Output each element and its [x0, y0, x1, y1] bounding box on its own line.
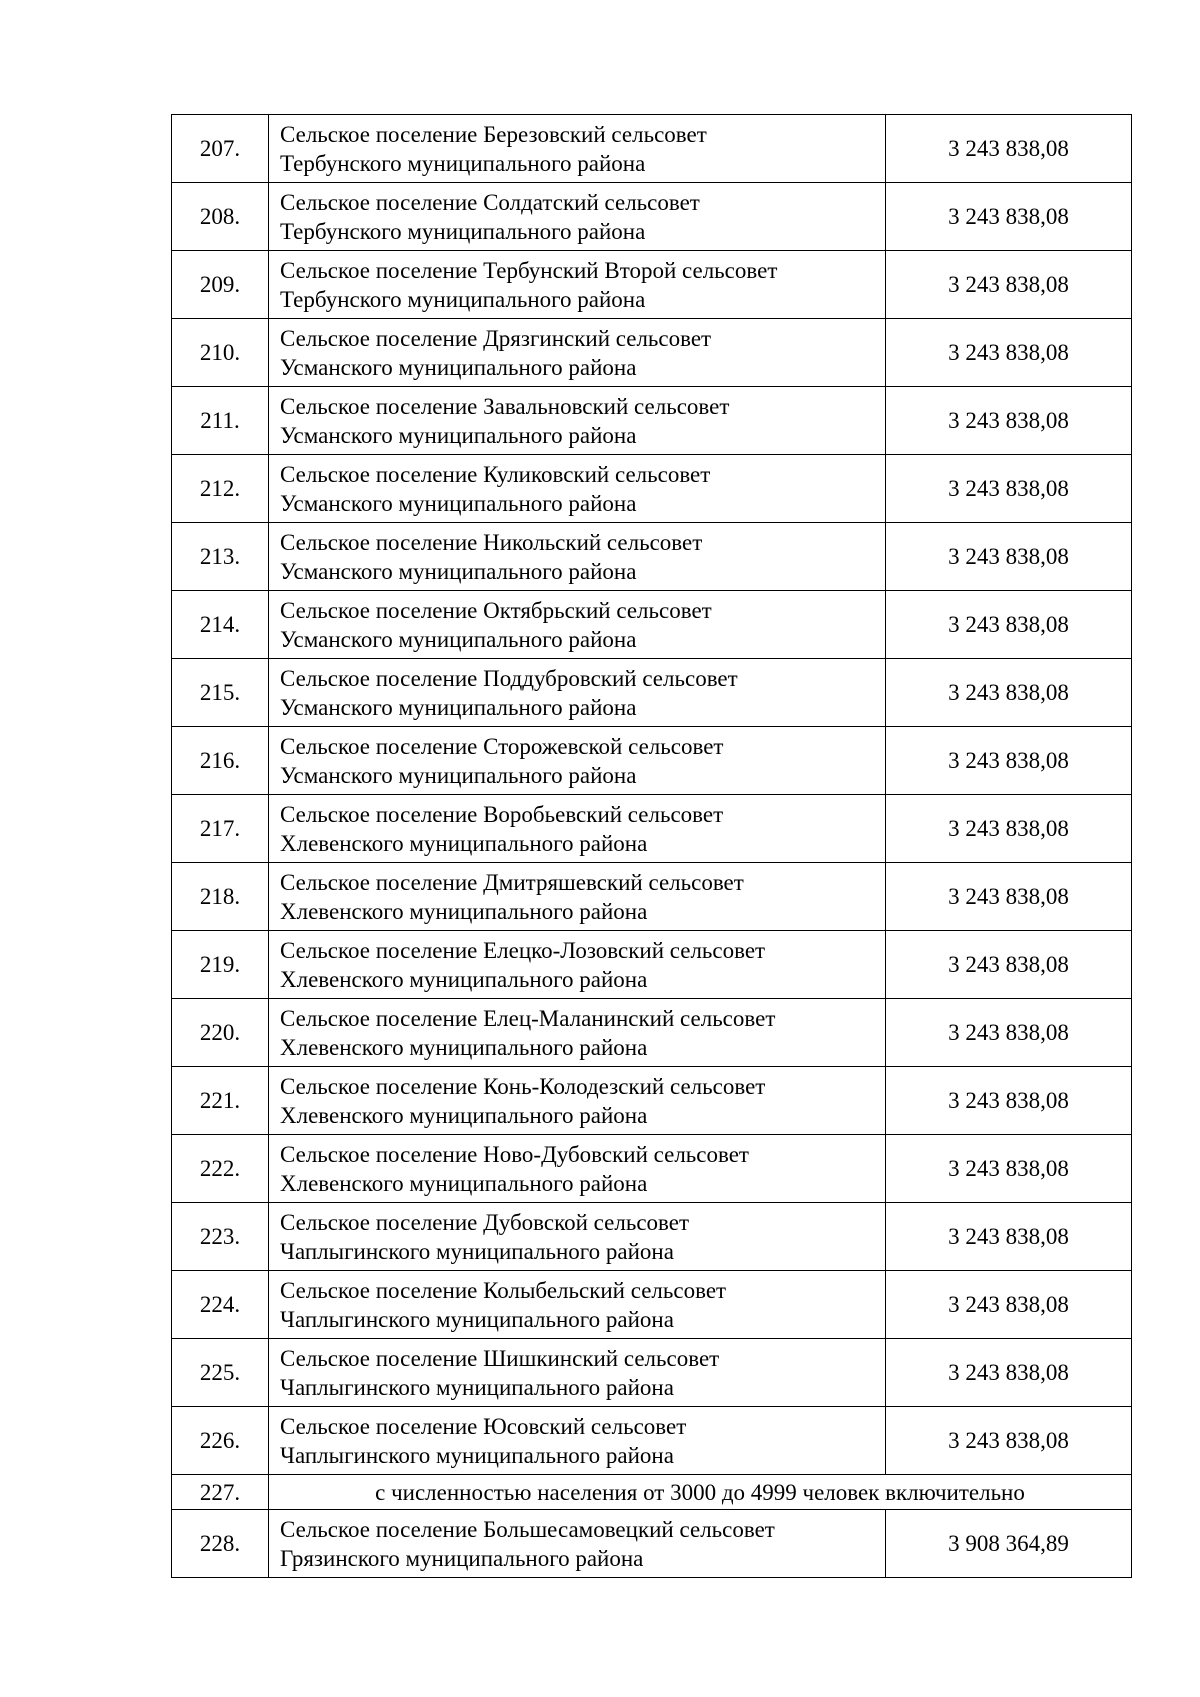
- settlement-name: [269, 115, 886, 183]
- settlement-name-line1: Сельское поселение Воробьевский сельсовет: [280, 801, 724, 827]
- row-amount: 3 243 838,08: [886, 1339, 1132, 1407]
- row-number: 219.: [172, 931, 269, 999]
- settlement-name-line2: Усманского муниципального района: [280, 762, 637, 788]
- settlement-name: [269, 1135, 886, 1203]
- table-row: [172, 1271, 1132, 1339]
- table-row: [172, 1135, 1132, 1203]
- row-number: 223.: [172, 1203, 269, 1271]
- row-amount: 3 908 364,89: [886, 1510, 1132, 1578]
- table-row: [172, 523, 1132, 591]
- row-number: 215.: [172, 659, 269, 727]
- row-number: 214.: [172, 591, 269, 659]
- settlement-name: [269, 727, 886, 795]
- settlement-name-line2: Чаплыгинского муниципального района: [280, 1442, 674, 1468]
- table-row: [172, 1407, 1132, 1475]
- settlement-name-line2: Чаплыгинского муниципального района: [280, 1238, 674, 1264]
- table-row: [172, 1067, 1132, 1135]
- settlement-name-line1: Сельское поселение Октябрьский сельсовет: [280, 597, 712, 623]
- table-body: [172, 115, 1132, 1578]
- row-number: 209.: [172, 251, 269, 319]
- settlement-name-line1: Сельское поселение Елец-Маланинский сельсовет: [280, 1005, 776, 1031]
- row-amount: 3 243 838,08: [886, 659, 1132, 727]
- table-row: [172, 863, 1132, 931]
- row-number: 210.: [172, 319, 269, 387]
- table-row: [172, 183, 1132, 251]
- settlement-name-line1: Сельское поселение Никольский сельсовет: [280, 529, 703, 555]
- settlement-name-line1: Сельское поселение Солдатский сельсовет: [280, 189, 700, 215]
- row-number: 218.: [172, 863, 269, 931]
- row-amount: 3 243 838,08: [886, 1271, 1132, 1339]
- row-number: 227.: [172, 1475, 269, 1510]
- settlement-name-line2: Хлевенского муниципального района: [280, 830, 648, 856]
- row-amount: 3 243 838,08: [886, 115, 1132, 183]
- settlement-name-line2: Усманского муниципального района: [280, 558, 637, 584]
- row-amount: 3 243 838,08: [886, 591, 1132, 659]
- row-number: 207.: [172, 115, 269, 183]
- row-amount: 3 243 838,08: [886, 795, 1132, 863]
- row-amount: 3 243 838,08: [886, 1135, 1132, 1203]
- row-amount: 3 243 838,08: [886, 319, 1132, 387]
- settlement-name-line1: Сельское поселение Большесамовецкий сельсовет: [280, 1516, 775, 1542]
- settlement-name: [269, 1067, 886, 1135]
- row-number: 216.: [172, 727, 269, 795]
- row-number: 211.: [172, 387, 269, 455]
- settlement-name-line2: Чаплыгинского муниципального района: [280, 1306, 674, 1332]
- settlement-name: [269, 795, 886, 863]
- settlement-name-line2: Усманского муниципального района: [280, 490, 637, 516]
- row-amount: 3 243 838,08: [886, 931, 1132, 999]
- settlement-name-line1: Сельское поселение Дрязгинский сельсовет: [280, 325, 712, 351]
- settlement-name: [269, 999, 886, 1067]
- row-amount: 3 243 838,08: [886, 863, 1132, 931]
- settlement-name-line1: Сельское поселение Конь-Колодезский сельсовет: [280, 1073, 766, 1099]
- row-number: 217.: [172, 795, 269, 863]
- table-row: [172, 659, 1132, 727]
- table-row: [172, 115, 1132, 183]
- settlement-name: [269, 931, 886, 999]
- settlement-name-line1: Сельское поселение Тербунский Второй сельсовет: [280, 257, 778, 283]
- category-heading: с численностью населения от 3000 до 4999 человек включительно: [269, 1475, 1132, 1510]
- table-row: [172, 455, 1132, 523]
- settlement-name-line2: Тербунского муниципального района: [280, 218, 646, 244]
- settlement-name-line1: Сельское поселение Колыбельский сельсовет: [280, 1277, 727, 1303]
- settlement-name-line1: Сельское поселение Елецко-Лозовский сельсовет: [280, 937, 766, 963]
- settlement-name-line2: Чаплыгинского муниципального района: [280, 1374, 674, 1400]
- settlement-name-line1: Сельское поселение Куликовский сельсовет: [280, 461, 711, 487]
- settlement-name: [269, 183, 886, 251]
- row-amount: 3 243 838,08: [886, 1067, 1132, 1135]
- table-row: [172, 999, 1132, 1067]
- row-amount: 3 243 838,08: [886, 455, 1132, 523]
- row-number: 222.: [172, 1135, 269, 1203]
- row-number: 213.: [172, 523, 269, 591]
- settlement-name-line2: Грязинского муниципального района: [280, 1545, 644, 1571]
- table-row: [172, 931, 1132, 999]
- settlement-name-line2: Хлевенского муниципального района: [280, 966, 648, 992]
- settlement-name-line2: Тербунского муниципального района: [280, 150, 646, 176]
- table-row: [172, 591, 1132, 659]
- row-amount: 3 243 838,08: [886, 999, 1132, 1067]
- settlement-name: [269, 659, 886, 727]
- settlement-name: [269, 1339, 886, 1407]
- allocation-table: [171, 114, 1132, 1578]
- table-row: [172, 727, 1132, 795]
- settlement-name-line1: Сельское поселение Поддубровский сельсовет: [280, 665, 738, 691]
- settlement-name-line1: Сельское поселение Шишкинский сельсовет: [280, 1345, 720, 1371]
- settlement-name: [269, 863, 886, 931]
- settlement-name-line1: Сельское поселение Ново-Дубовский сельсовет: [280, 1141, 749, 1167]
- row-number: 220.: [172, 999, 269, 1067]
- settlement-name-line2: Усманского муниципального района: [280, 626, 637, 652]
- table-row: [172, 251, 1132, 319]
- table-row: [172, 1203, 1132, 1271]
- settlement-name-line2: Тербунского муниципального района: [280, 286, 646, 312]
- settlement-name-line2: Хлевенского муниципального района: [280, 898, 648, 924]
- row-number: 226.: [172, 1407, 269, 1475]
- settlement-name-line2: Хлевенского муниципального района: [280, 1170, 648, 1196]
- settlement-name-line1: Сельское поселение Дмитряшевский сельсовет: [280, 869, 744, 895]
- row-number: 208.: [172, 183, 269, 251]
- settlement-name-line1: Сельское поселение Юсовский сельсовет: [280, 1413, 687, 1439]
- settlement-name: [269, 455, 886, 523]
- settlement-name: [269, 251, 886, 319]
- table-row-category: [172, 1475, 1132, 1510]
- settlement-name: [269, 591, 886, 659]
- settlement-name-line1: Сельское поселение Сторожевской сельсовет: [280, 733, 724, 759]
- row-amount: 3 243 838,08: [886, 1203, 1132, 1271]
- row-amount: 3 243 838,08: [886, 523, 1132, 591]
- settlement-name-line1: Сельское поселение Завальновский сельсовет: [280, 393, 730, 419]
- row-number: 225.: [172, 1339, 269, 1407]
- settlement-name-line2: Хлевенского муниципального района: [280, 1034, 648, 1060]
- settlement-name-line2: Усманского муниципального района: [280, 694, 637, 720]
- row-number: 228.: [172, 1510, 269, 1578]
- settlement-name-line1: Сельское поселение Дубовской сельсовет: [280, 1209, 690, 1235]
- table-row: [172, 319, 1132, 387]
- table-row: [172, 1510, 1132, 1578]
- settlement-name-line2: Усманского муниципального района: [280, 422, 637, 448]
- row-amount: 3 243 838,08: [886, 387, 1132, 455]
- settlement-name: [269, 523, 886, 591]
- settlement-name-line2: Усманского муниципального района: [280, 354, 637, 380]
- table-row: [172, 795, 1132, 863]
- settlement-name: [269, 1203, 886, 1271]
- table-row: [172, 1339, 1132, 1407]
- row-amount: 3 243 838,08: [886, 183, 1132, 251]
- row-number: 224.: [172, 1271, 269, 1339]
- settlement-name-line1: Сельское поселение Березовский сельсовет: [280, 121, 707, 147]
- row-number: 212.: [172, 455, 269, 523]
- row-amount: 3 243 838,08: [886, 251, 1132, 319]
- settlement-name: [269, 1271, 886, 1339]
- settlement-name: [269, 319, 886, 387]
- settlement-name: [269, 1407, 886, 1475]
- settlement-name: [269, 387, 886, 455]
- row-amount: 3 243 838,08: [886, 727, 1132, 795]
- settlement-name: [269, 1510, 886, 1578]
- table-row: [172, 387, 1132, 455]
- row-number: 221.: [172, 1067, 269, 1135]
- settlement-name-line2: Хлевенского муниципального района: [280, 1102, 648, 1128]
- row-amount: 3 243 838,08: [886, 1407, 1132, 1475]
